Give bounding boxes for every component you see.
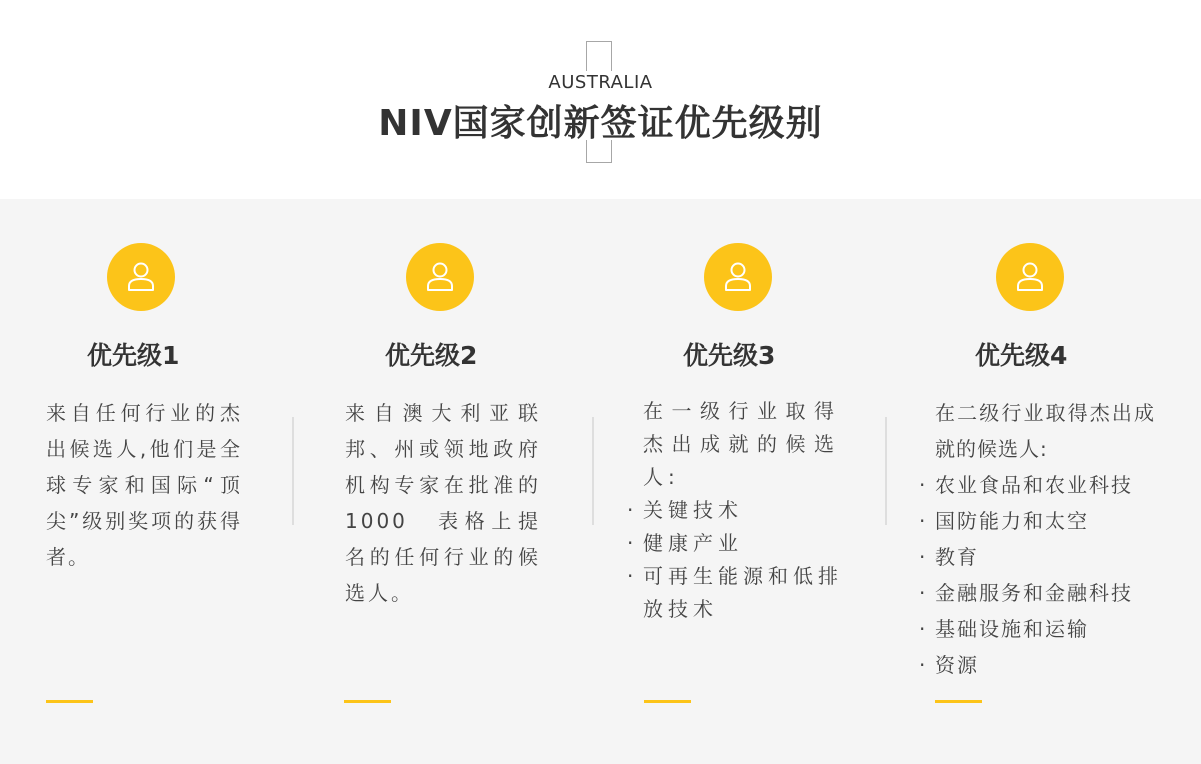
list-item: · 教育: [919, 545, 979, 569]
priority-1-card: [0, 199, 300, 764]
priority-4-card: [888, 199, 1201, 764]
priority-2-underline: [344, 700, 391, 703]
list-item: · 可再生能源和低排放技术: [627, 564, 843, 621]
list-item: · 国防能力和太空: [919, 509, 1089, 533]
user-icon: [704, 243, 772, 311]
list-item: · 资源: [919, 653, 979, 677]
list-item: · 基础设施和运输: [919, 617, 1089, 641]
list-item-label: 健康产业: [643, 531, 743, 555]
priority-section: [0, 199, 1201, 764]
list-item: · 关键技术: [627, 498, 743, 522]
priority-1-description: 来自任何行业的杰出候选人,他们是全球专家和国际“顶尖”级别奖项的获得者。: [46, 401, 242, 569]
priority-4-intro: 在二级行业取得杰出成就的候选人:: [935, 401, 1155, 461]
list-item-label: 可再生能源和低排放技术: [643, 564, 843, 621]
list-item-label: 资源: [935, 653, 979, 677]
priority-1-underline: [46, 700, 93, 703]
user-icon: [107, 243, 175, 311]
priority-3-card: [595, 199, 885, 764]
list-item: · 健康产业: [627, 531, 743, 555]
subtitle: AUSTRALIA: [548, 72, 653, 93]
list-item-label: 基础设施和运输: [935, 617, 1089, 641]
priority-3-underline: [644, 700, 691, 703]
column-divider: [592, 417, 594, 525]
list-item: · 农业食品和农业科技: [919, 473, 1133, 497]
priority-4-title: 优先级4: [975, 341, 1068, 370]
priority-3-list: [627, 494, 843, 626]
list-item-label: 金融服务和金融科技: [935, 581, 1133, 605]
priority-3-intro: 在一级行业取得杰出成就的候选人:: [643, 399, 839, 489]
list-item-label: 教育: [935, 545, 979, 569]
column-divider: [885, 417, 887, 525]
page-title: NIV国家创新签证优先级别: [378, 103, 823, 144]
priority-4-underline: [935, 700, 982, 703]
priority-2-title: 优先级2: [385, 341, 478, 370]
priority-4-list: [919, 467, 1175, 683]
priority-2-card: [300, 199, 595, 764]
priority-2-description: 来自澳大利亚联邦、州或领地政府机构专家在批准的1000 表格上提名的任何行业的候选人。: [345, 401, 541, 605]
list-item: · 金融服务和金融科技: [919, 581, 1133, 605]
list-item-label: 农业食品和农业科技: [935, 473, 1133, 497]
header: [0, 0, 1201, 199]
user-icon: [406, 243, 474, 311]
priority-1-title: 优先级1: [87, 341, 180, 370]
list-item-label: 关键技术: [643, 498, 743, 522]
user-icon: [996, 243, 1064, 311]
list-item-label: 国防能力和太空: [935, 509, 1089, 533]
column-divider: [292, 417, 294, 525]
title-bracket-top: [586, 41, 612, 71]
priority-3-title: 优先级3: [683, 341, 776, 370]
